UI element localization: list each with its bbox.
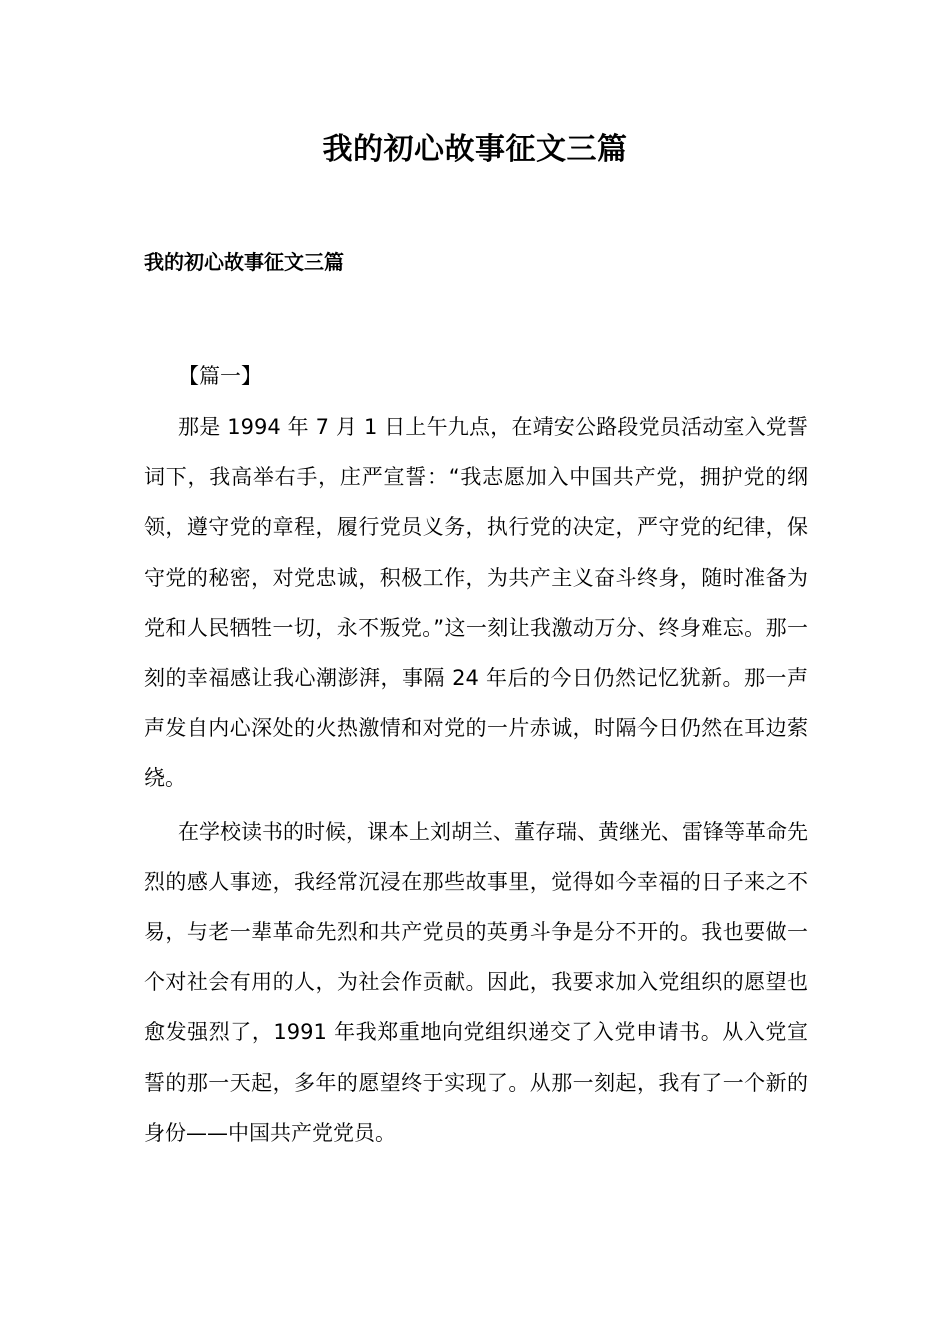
- paragraph-2: 在学校读书的时候，课本上刘胡兰、董存瑞、黄继光、雷锋等革命先烈的感人事迹，我经常沉浸在那些故事里，觉得如今幸福的日子来之不易，与老一辈革命先烈和共产党员的英勇斗争是分不开的。我也要做一个对社会有用的人，为社会作贡献。因此，我要求加入党组织的愿望也愈发强烈了，1991 年我郑重地向党组织递交了入党申请书。从入党宣誓的那一天起，多年的愿望终于实现了。从那一刻起，我有了一个新的身份——中国共产党党员。: [144, 819, 808, 1145]
- document-body: [144, 356, 808, 1161]
- document-subtitle: 我的初心故事征文三篇: [144, 250, 344, 274]
- paragraph-1: 那是 1994 年 7 月 1 日上午九点，在靖安公路段党员活动室入党誓词下，我高举右手，庄严宣誓：“我志愿加入中国共产党，拥护党的纲领，遵守党的章程，履行党员义务，执行党的决定，严守党的纪律，保守党的秘密，对党忠诚，积极工作，为共产主义奋斗终身，随时准备为党和人民牺牲一切，永不叛党。”这一刻让我激动万分、终身难忘。那一刻的幸福感让我心潮澎湃，事隔 24 年后的今日仍然记忆犹新。那一声声发自内心深处的火热激情和对党的一片赤诚，时隔今日仍然在耳边萦绕。: [144, 415, 808, 791]
- document-title: 我的初心故事征文三篇: [322, 132, 628, 167]
- section-label: 【篇一】: [178, 364, 262, 388]
